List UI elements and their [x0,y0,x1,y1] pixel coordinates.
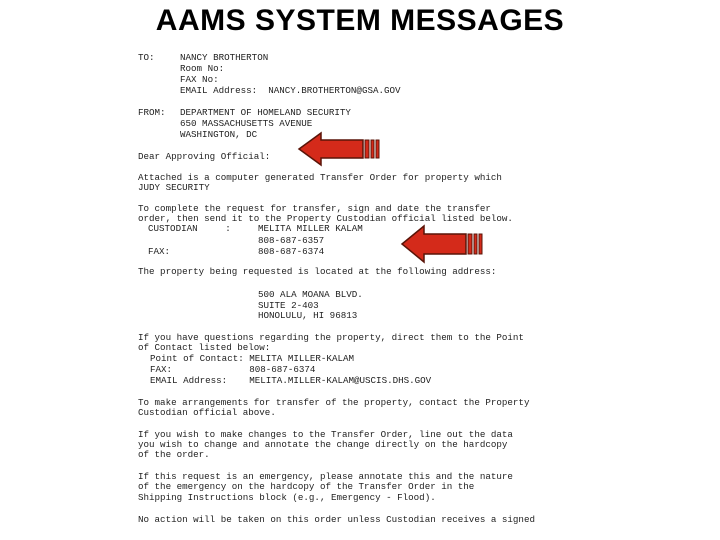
emergency-line-1: If this request is an emergency, please annotate this and the nature [138,471,513,482]
emergency-line-3: Shipping Instructions block (e.g., Emergency - Flood). [138,492,436,503]
closing-line: No action will be taken on this order unless Custodian receives a signed [138,514,535,525]
to-name: NANCY BROTHERTON [180,52,269,63]
arrow-left-icon [297,131,383,167]
to-email: EMAIL Address: NANCY.BROTHERTON@GSA.GOV [180,85,401,96]
intro-line-1: Attached is a computer generated Transfer Order for property which [138,172,502,183]
contact-line: Point of Contact: MELITA MILLER-KALAM [150,353,354,364]
contact-email-line: EMAIL Address: MELITA.MILLER-KALAM@USCIS.DHS.GOV [150,375,432,386]
changes-line-3: of the order. [138,449,210,460]
instructions-line-1: To complete the request for transfer, sign and date the transfer [138,203,491,214]
from-line-1: DEPARTMENT OF HOMELAND SECURITY [180,107,351,118]
from-label: FROM: [138,107,166,118]
questions-line-1: If you have questions regarding the property, direct them to the Point [138,332,524,343]
address-line-1: 500 ALA MOANA BLVD. [258,289,363,300]
custodian-phone: 808-687-6357 [258,235,325,246]
emergency-line-2: of the emergency on the hardcopy of the Transfer Order in the [138,481,475,492]
contact-fax-line: FAX: 808-687-6374 [150,364,316,375]
custodian-fax-label: FAX: [148,246,171,257]
location-intro: The property being requested is located at the following address: [138,266,497,277]
custodian-label: CUSTODIAN : [148,223,231,234]
from-line-3: WASHINGTON, DC [180,129,258,140]
to-label: TO: [138,52,155,63]
arrangements-line-2: Custodian official above. [138,407,276,418]
to-fax: FAX No: [180,74,219,85]
to-room: Room No: [180,63,225,74]
changes-line-1: If you wish to make changes to the Transfer Order, line out the data [138,429,513,440]
arrow-left-icon [400,224,486,264]
instructions-line-2: order, then send it to the Property Custodian official listed below. [138,213,513,224]
intro-line-2: JUDY SECURITY [138,182,210,193]
memo-document [138,53,578,533]
salutation: Dear Approving Official: [138,151,271,162]
address-line-2: SUITE 2-403 [258,300,319,311]
custodian-name: MELITA MILLER KALAM [258,223,363,234]
questions-line-2: of Contact listed below: [138,342,271,353]
custodian-fax: 808-687-6374 [258,246,325,257]
from-line-2: 650 MASSACHUSETTS AVENUE [180,118,313,129]
changes-line-2: you wish to change and annotate the change directly on the hardcopy [138,439,508,450]
address-line-3: HONOLULU, HI 96813 [258,310,358,321]
arrangements-line-1: To make arrangements for transfer of the property, contact the Property [138,397,530,408]
slide-title: AAMS SYSTEM MESSAGES [155,4,565,37]
